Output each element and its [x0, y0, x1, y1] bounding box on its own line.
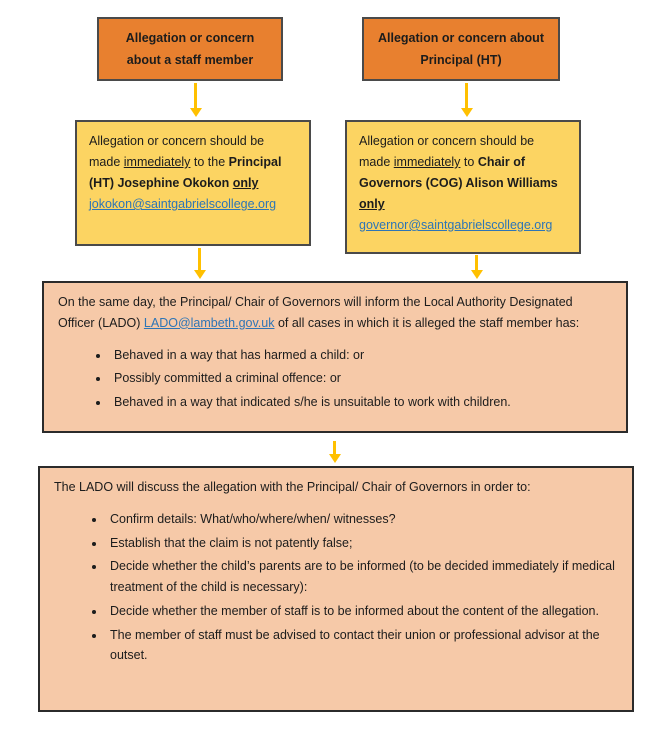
down-arrow-staff-to-lado — [193, 248, 206, 279]
bullet-item: • The member of staff must be advised to contact their union or professional advisor at the outset. — [106, 625, 618, 667]
arrow-stem — [333, 441, 336, 454]
lado-report-intro — [58, 292, 612, 334]
principal-allegation-header-box — [362, 17, 560, 81]
arrow-head — [461, 108, 473, 117]
arrow-head — [329, 454, 341, 463]
staff-instruction-box — [75, 120, 311, 246]
arrow-head — [190, 108, 202, 117]
bullet-item: • Confirm details: What/who/where/when/ witnesses? — [106, 509, 618, 530]
text-segment: Allegation or concern should be made — [359, 134, 535, 169]
staff-allegation-header-box — [97, 17, 283, 81]
arrow-head — [194, 270, 206, 279]
principal-instruction-box — [345, 120, 581, 254]
lado-email-link[interactable]: LADO@lambeth.gov.uk — [143, 315, 275, 330]
text-segment-underlined: immediately — [393, 155, 461, 169]
down-arrow-principal-to-lado — [470, 255, 483, 279]
text-segment: of all cases in which it is alleged the staff member has: — [274, 315, 580, 330]
bullet-item: • Establish that the claim is not patently false; — [106, 533, 618, 554]
text-segment-bold-underlined: only — [232, 176, 259, 190]
down-arrow-principal-to-instruction — [460, 83, 473, 117]
text-segment-underlined: immediately — [123, 155, 191, 169]
arrow-stem — [475, 255, 478, 270]
text-segment-bold: Principal (HT) Josephine Okokon — [89, 155, 282, 190]
text-segment: On the same day, the Principal/ Chair of Governors will inform the Local Authority Designated Officer (LADO) — [58, 295, 573, 330]
principal-email-link[interactable]: jokokon@saintgabrielscollege.org — [89, 197, 277, 211]
arrow-stem — [194, 83, 197, 108]
lado-report-box — [42, 281, 628, 433]
arrow-head — [471, 270, 483, 279]
text-segment: to — [460, 155, 478, 169]
bullet-item: • Behaved in a way that has harmed a child: or — [110, 345, 612, 366]
staff-allegation-header-label: Allegation or concern about a staff member — [125, 30, 255, 67]
principal-allegation-header-label: Allegation or concern about Principal (HT) — [378, 30, 544, 67]
text-segment-bold: Chair of Governors (COG) Alison Williams — [359, 155, 558, 190]
bullet-item: • Decide whether the member of staff is to be informed about the content of the allegation. — [106, 601, 618, 622]
down-arrow-staff-to-instruction — [189, 83, 202, 117]
text-segment: Allegation or concern should be made — [89, 134, 265, 169]
governor-email-link[interactable]: governor@saintgabrielscollege.org — [359, 218, 553, 232]
arrow-stem — [198, 248, 201, 270]
lado-discussion-box — [38, 466, 634, 712]
down-arrow-lado-to-discussion — [328, 441, 341, 463]
text-segment-bold-underlined: only — [359, 197, 385, 211]
lado-discussion-bullet-list — [54, 509, 618, 666]
bullet-item: • Possibly committed a criminal offence: or — [110, 368, 612, 389]
staff-instruction-text — [89, 131, 297, 215]
lado-report-bullet-list — [58, 345, 612, 413]
bullet-item: • Decide whether the child’s parents are to be informed (to be decided immediately if medical treatment of the child is necessary): — [106, 556, 618, 598]
arrow-stem — [465, 83, 468, 108]
bullet-item: • Behaved in a way that indicated s/he is unsuitable to work with children. — [110, 392, 612, 413]
text-segment: to the — [190, 155, 229, 169]
lado-discussion-intro: The LADO will discuss the allegation with the Principal/ Chair of Governors in order to: — [54, 480, 531, 494]
principal-instruction-text — [359, 131, 567, 236]
